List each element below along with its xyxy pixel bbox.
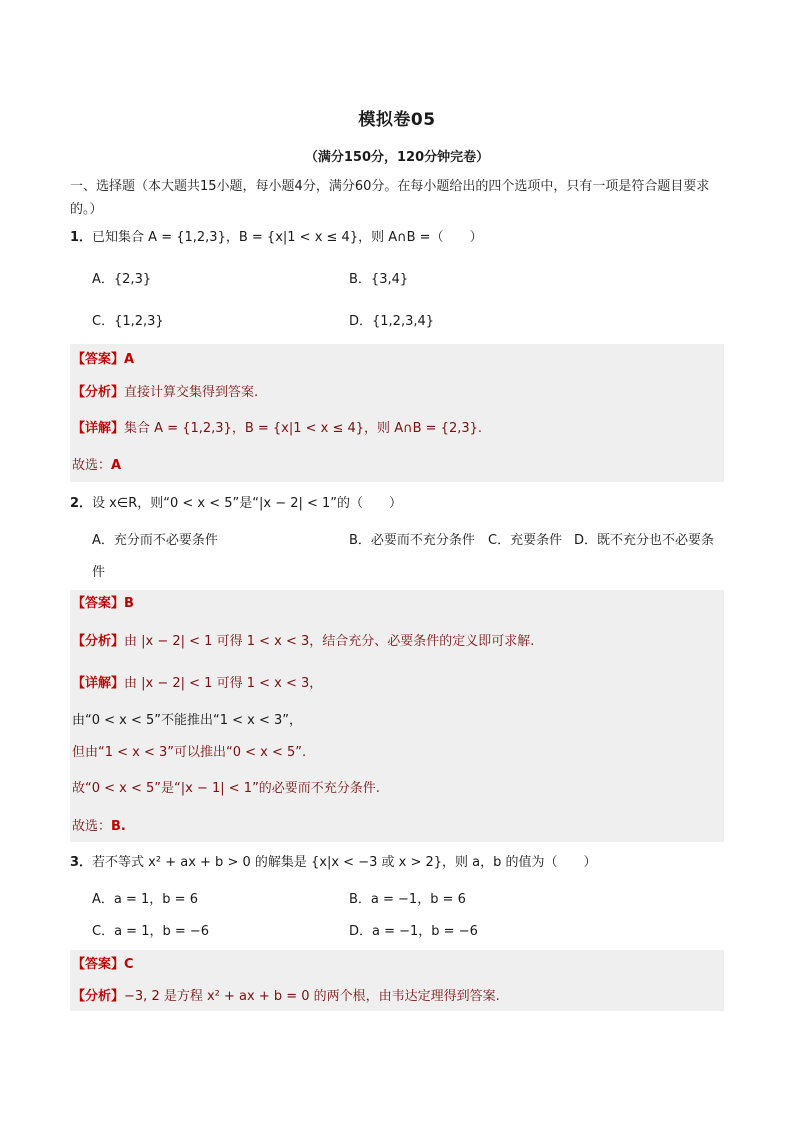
option-d: D．既不充分也不必要条	[574, 533, 715, 548]
option-a: A．{2,3}	[92, 272, 152, 287]
option-b: B．{3,4}	[349, 272, 409, 287]
choice-line	[72, 817, 722, 837]
detail-line	[72, 419, 722, 439]
choice-value: B.	[111, 819, 126, 834]
analysis-line	[72, 632, 722, 652]
answer-label: 【答案】	[72, 957, 125, 972]
analysis-label: 【分析】	[72, 385, 125, 400]
option-d: D．{1,2,3,4}	[349, 314, 435, 329]
analysis-text: −3, 2 是方程 x² + ax + b = 0 的两个根，由韦达定理得到答案.	[124, 989, 500, 1004]
option-d: D．a = −1，b = −6	[349, 924, 478, 939]
option-a: A．充分而不必要条件	[92, 533, 218, 548]
choice-label: 故选：	[72, 458, 112, 473]
option-a: A．a = 1，b = 6	[92, 892, 198, 907]
question-number: 3．	[70, 855, 93, 870]
detail-label: 【详解】	[72, 676, 125, 691]
analysis-line	[72, 383, 722, 403]
answer-label: 【答案】	[72, 596, 125, 611]
option-c: C．充要条件	[488, 533, 563, 548]
answer-label: 【答案】	[72, 352, 125, 367]
option-d-wrap: 件	[92, 565, 106, 580]
question-1	[70, 228, 725, 248]
analysis-text: 直接计算交集得到答案.	[124, 385, 259, 400]
choice-label: 故选：	[72, 819, 112, 834]
option-c: C．a = 1，b = −6	[92, 924, 210, 939]
choice-value: A	[111, 458, 122, 473]
detail-line	[72, 674, 722, 694]
page-title: 模拟卷05	[358, 110, 436, 130]
analysis-text: 由 |x − 2| < 1 可得 1 < x < 3，结合充分、必要条件的定义即可求解.	[124, 634, 535, 649]
question-number: 1．	[70, 230, 93, 245]
answer-line	[72, 955, 722, 975]
section-text: （本大题共15小题，每小题4分，满分60分。在每小题给出的四个选项中，只有一项是符合题目要求的。）	[70, 179, 710, 217]
answer-value: A	[124, 352, 135, 367]
section-heading: 一、选择题	[70, 179, 136, 194]
answer-value: C	[124, 957, 134, 972]
page-subtitle: （满分150分，120分钟完卷）	[304, 150, 490, 165]
answer-value: B	[124, 596, 134, 611]
question-3	[70, 853, 725, 873]
analysis-label: 【分析】	[72, 634, 125, 649]
option-c: C．{1,2,3}	[92, 314, 164, 329]
question-number: 2．	[70, 496, 93, 511]
detail-line-2: 由“0 < x < 5”不能推出“1 < x < 3”，	[72, 713, 303, 728]
detail-line-4: 故“0 < x < 5”是“|x − 1| < 1”的必要而不充分条件.	[72, 781, 380, 796]
analysis-label: 【分析】	[72, 989, 125, 1004]
detail-label: 【详解】	[72, 421, 125, 436]
answer-line	[72, 350, 722, 370]
question-text: 已知集合 A = {1,2,3}，B = {x|1 < x ≤ 4}，则 A∩B =（ ）	[92, 230, 483, 245]
choice-line	[72, 456, 722, 476]
question-text: 若不等式 x² + ax + b > 0 的解集是 {x|x < −3 或 x > 2}，则 a，b 的值为（ ）	[92, 855, 597, 870]
question-text: 设 x∈R，则“0 < x < 5”是“|x − 2| < 1”的（ ）	[92, 496, 403, 511]
detail-text: 由 |x − 2| < 1 可得 1 < x < 3，	[124, 676, 323, 691]
question-2	[70, 494, 725, 514]
detail-text: 集合 A = {1,2,3}，B = {x|1 < x ≤ 4}，则 A∩B = {2,3}.	[124, 421, 483, 436]
answer-line	[72, 594, 722, 614]
option-b: B．a = −1，b = 6	[349, 892, 466, 907]
option-b: B．必要而不充分条件	[349, 533, 475, 548]
section-intro	[70, 175, 725, 221]
detail-line-3: 但由“1 < x < 3”可以推出“0 < x < 5”.	[72, 745, 307, 760]
analysis-line	[72, 987, 722, 1007]
